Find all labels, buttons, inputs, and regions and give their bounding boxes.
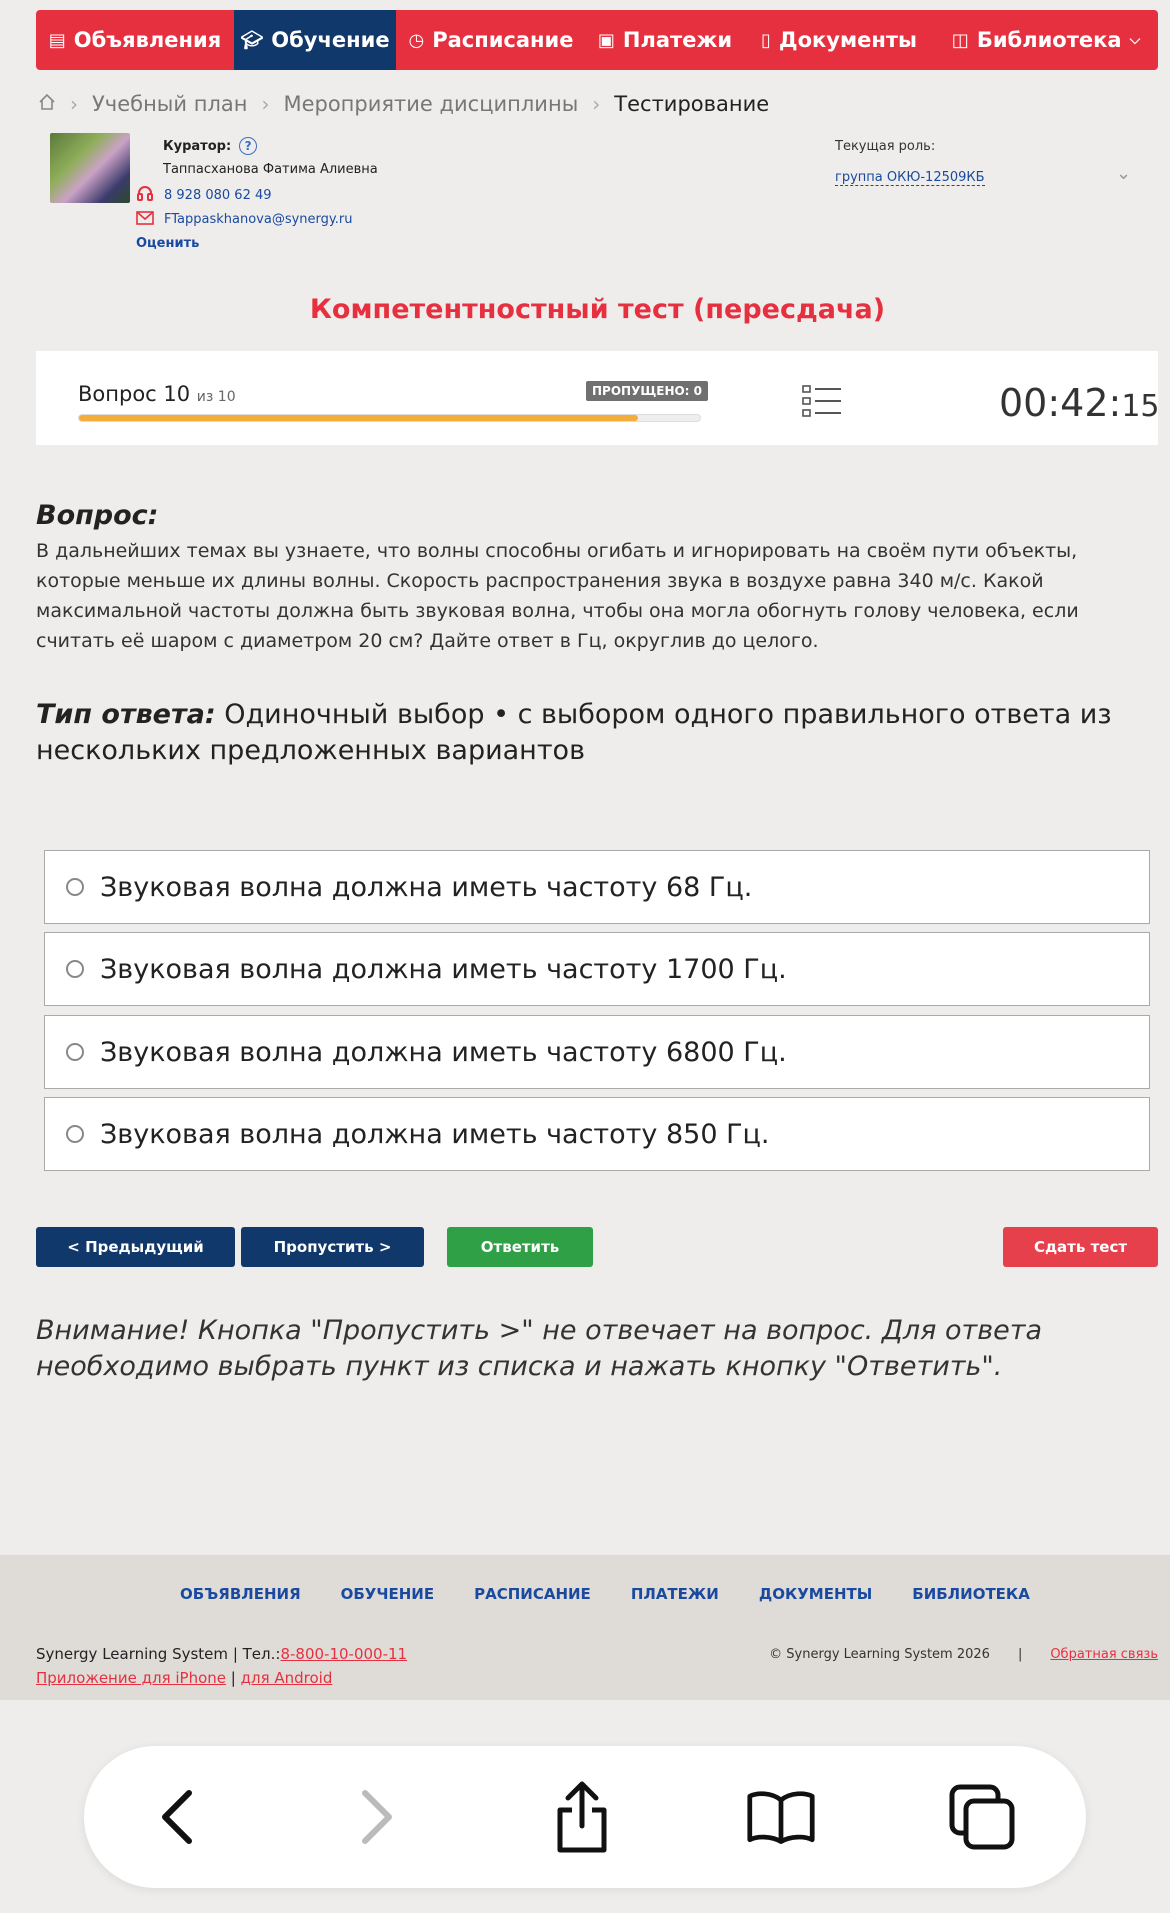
nav-item-library[interactable] [934,10,1158,70]
breadcrumb-item[interactable]: Учебный план [92,92,248,116]
home-icon[interactable] [38,92,56,116]
question-list-icon[interactable] [802,384,842,418]
android-app-link[interactable]: для Android [240,1669,333,1687]
radio-button[interactable] [66,878,84,896]
footer-nav-item[interactable]: ОБЪЯВЛЕНИЯ [180,1585,301,1603]
answer-option-text: Звуковая волна должна иметь частоту 1700 Гц. [100,953,787,985]
question-total: из 10 [196,389,236,405]
nav-item-documents[interactable] [744,10,934,70]
iphone-app-link[interactable]: Приложение для iPhone [36,1669,226,1687]
radio-button[interactable] [66,960,84,978]
answer-type-label: Тип ответа: [36,699,216,730]
forward-arrow-icon[interactable] [342,1784,412,1850]
curator-name: Таппасханова Фатима Алиевна [163,162,378,177]
back-arrow-icon[interactable] [142,1784,212,1850]
answer-option-text: Звуковая волна должна иметь частоту 68 Гц. [100,871,753,903]
radio-button[interactable] [66,1125,84,1143]
question-text: В дальнейших темах вы узнаете, что волны способны огибать и игнорировать на своём пути объекты, которые меньше их длины волны. Скорость распространения звука в воздухе равна 340 м/с. Какой максимальной частоты должна быть звуковая волна, чтобы она могла обогнуть голову человека, если считать её шаром с диаметром 20 см? Дайте ответ в Гц, округлив до целого. [36,540,1079,652]
rate-link[interactable]: Оценить [136,236,200,251]
curator-email-row [136,209,352,230]
radio-button[interactable] [66,1043,84,1061]
graduation-cap-icon: 🎓︎ [240,29,264,51]
nav-item-label: Платежи [622,28,733,52]
money-icon: ▣ [597,29,615,51]
progress-fill [79,415,638,421]
question-number: Вопрос 10 [78,382,191,406]
skip-button[interactable]: Пропустить > [241,1227,424,1267]
breadcrumb [38,92,769,116]
footer-right [769,1647,1158,1662]
answer-option[interactable] [44,850,1150,924]
role-select[interactable]: группа ОКЮ-12509КБ [835,170,985,185]
timer [999,381,1160,425]
help-icon[interactable]: ? [239,137,257,155]
chevron-right-icon: › [70,92,78,116]
footer-nav-item[interactable]: БИБЛИОТЕКА [912,1585,1030,1603]
answer-option-text: Звуковая волна должна иметь частоту 6800 Гц. [100,1036,787,1068]
footer-divider: | [232,1645,243,1663]
breadcrumb-item[interactable]: Мероприятие дисциплины [283,92,579,116]
top-nav [36,10,1158,70]
nav-item-announcements[interactable] [36,10,234,70]
breadcrumb-current: Тестирование [614,92,770,116]
document-icon: ▯ [760,29,771,51]
curator-avatar [50,133,130,203]
answer-option[interactable] [44,1097,1150,1171]
mail-icon [136,209,154,230]
headset-icon [136,184,154,207]
nav-item-label: Документы [778,28,918,52]
announcements-icon: ▤ [48,29,66,51]
tabs-icon[interactable] [947,1784,1017,1850]
nav-item-learning[interactable] [234,10,396,70]
footer-nav-item[interactable]: ПЛАТЕЖИ [630,1585,719,1603]
answer-option[interactable] [44,1015,1150,1089]
book-icon: ◫ [951,29,969,51]
nav-item-label: Библиотека [976,28,1122,52]
footer-contacts [36,1645,407,1687]
curator-label: Куратор: [163,138,232,154]
answer-type [36,697,1136,769]
progress-panel [36,351,1158,445]
browser-toolbar [84,1746,1086,1888]
nav-item-payments[interactable] [586,10,744,70]
chevron-down-icon[interactable]: ⌄ [1116,163,1132,184]
answer-option[interactable] [44,932,1150,1006]
chevron-down-icon: ⌵ [1129,32,1141,48]
submit-test-button[interactable]: Сдать тест [1003,1227,1158,1267]
footer-phone-link[interactable]: 8-800-10-000-11 [280,1645,408,1663]
curator-email[interactable]: FTappaskhanova@synergy.ru [164,212,353,227]
nav-item-label: Объявления [73,28,222,52]
nav-item-label: Обучение [271,28,390,52]
footer-divider: | [230,1669,241,1687]
warning-text: Внимание! Кнопка "Пропустить >" не отвечает на вопрос. Для ответа необходимо выбрать пункт из списка и нажать кнопку "Ответить". [36,1315,1043,1382]
answer-type-value: Одиночный выбор • с выбором одного правильного ответа из нескольких предложенных вариантов [36,699,1112,766]
share-icon[interactable] [547,1784,617,1850]
timer-seconds: 15 [1121,389,1160,424]
chevron-right-icon: › [592,92,601,116]
chevron-right-icon: › [261,92,270,116]
footer-nav-item[interactable]: ОБУЧЕНИЕ [340,1585,435,1603]
answer-button[interactable]: Ответить [447,1227,593,1267]
question-counter [78,382,236,406]
answer-option-text: Звуковая волна должна иметь частоту 850 Гц. [100,1118,770,1150]
skipped-badge[interactable]: ПРОПУЩЕНО: 0 [586,381,708,401]
footer-nav-item[interactable]: РАСПИСАНИЕ [474,1585,591,1603]
progress-bar [78,414,701,422]
curator-phone[interactable]: 8 928 080 62 49 [164,188,272,203]
copyright: © Synergy Learning System 2026 [769,1647,990,1662]
clock-icon: ◷ [408,29,425,51]
role-label: Текущая роль: [835,139,936,154]
bookmarks-icon[interactable] [746,1784,816,1850]
curator-phone-row [136,184,272,207]
nav-item-label: Расписание [432,28,574,52]
timer-main: 00:42: [999,381,1122,425]
footer-phone-label: Тел.: [242,1645,281,1663]
feedback-link[interactable]: Обратная связь [1050,1647,1158,1662]
question-label: Вопрос: [36,500,159,531]
footer-divider: | [1017,1647,1023,1662]
nav-item-schedule[interactable] [396,10,586,70]
footer [0,1555,1170,1700]
test-title: Компетентностный тест (пересдача) [309,294,886,325]
curator-label-row [163,137,257,155]
footer-nav-item[interactable]: ДОКУМЕНТЫ [758,1585,873,1603]
previous-button[interactable]: < Предыдущий [36,1227,235,1267]
footer-brand: Synergy Learning System [36,1645,229,1663]
footer-nav [180,1585,1030,1603]
